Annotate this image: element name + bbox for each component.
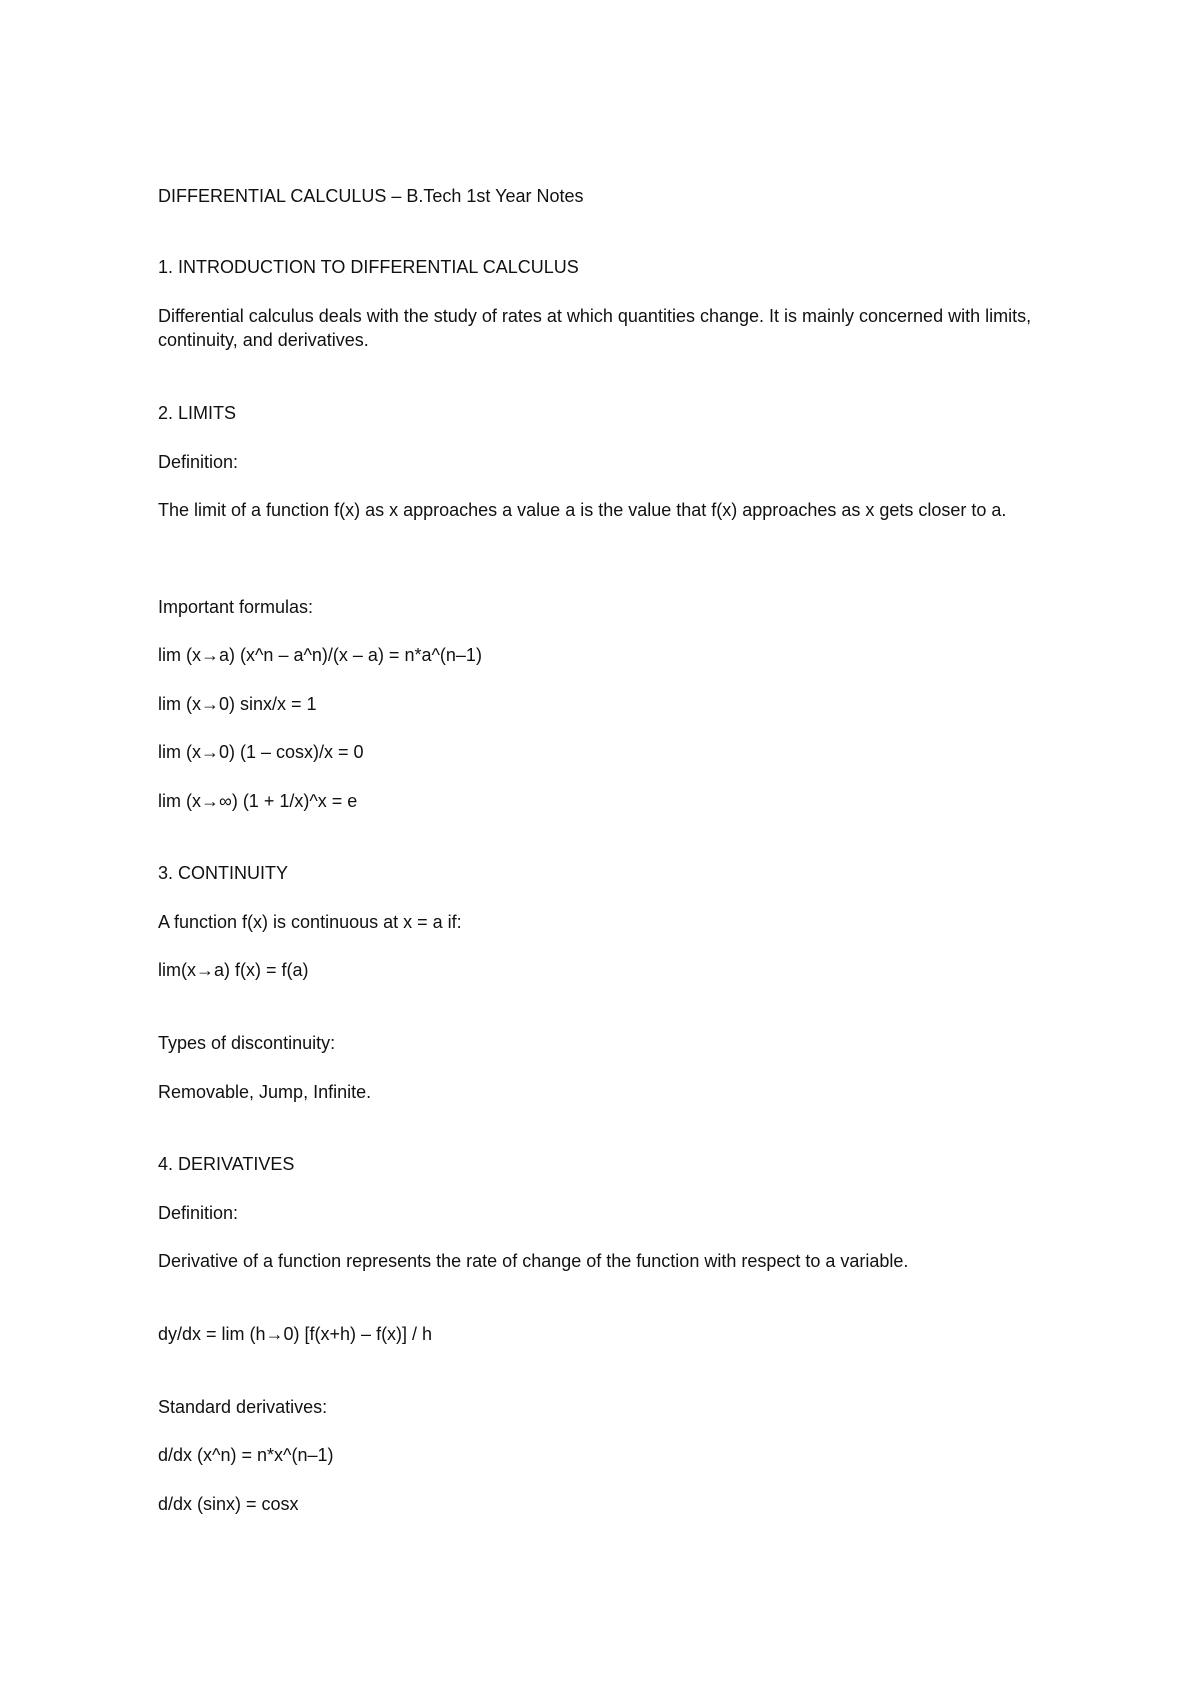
- derivative-definition-formula: dy/dx = lim (h→0) [f(x+h) – f(x)] / h: [158, 1324, 433, 1344]
- continuity-condition-text: A function f(x) is continuous at x = a if:: [158, 912, 462, 932]
- limits-formulas-label: Important formulas:: [158, 597, 314, 617]
- introduction-paragraph: Differential calculus deals with the study of rates at which quantities change. It is mainly concerned with limits, continuity, and derivatives.: [158, 306, 1032, 350]
- limit-formula: lim (x→0) (1 – cosx)/x = 0: [158, 742, 364, 762]
- discontinuity-types-text: Removable, Jump, Infinite.: [158, 1082, 372, 1102]
- limit-formula: lim (x→0) sinx/x = 1: [158, 694, 317, 714]
- limit-formula: lim (x→a) (x^n – a^n)/(x – a) = n*a^(n–1): [158, 645, 482, 665]
- standard-derivative: d/dx (x^n) = n*x^(n–1): [158, 1445, 334, 1465]
- document-title: DIFFERENTIAL CALCULUS – B.Tech 1st Year Notes: [158, 186, 584, 206]
- standard-derivative: d/dx (sinx) = cosx: [158, 1494, 299, 1514]
- section-heading-continuity: 3. CONTINUITY: [158, 863, 289, 883]
- limits-definition-text: The limit of a function f(x) as x approaches a value a is the value that f(x) approaches as x gets closer to a.: [158, 500, 1007, 520]
- standard-derivatives-label: Standard derivatives:: [158, 1397, 328, 1417]
- document-page: [158, 0, 1058, 1696]
- derivatives-definition-label: Definition:: [158, 1203, 239, 1223]
- continuity-condition-formula: lim(x→a) f(x) = f(a): [158, 960, 309, 980]
- limit-formula: lim (x→∞) (1 + 1/x)^x = e: [158, 791, 358, 811]
- limits-definition-label: Definition:: [158, 452, 239, 472]
- section-heading-introduction: 1. INTRODUCTION TO DIFFERENTIAL CALCULUS: [158, 257, 579, 277]
- derivatives-definition-text: Derivative of a function represents the rate of change of the function with respect to a variable.: [158, 1251, 909, 1271]
- section-heading-limits: 2. LIMITS: [158, 403, 237, 423]
- discontinuity-types-label: Types of discontinuity:: [158, 1033, 336, 1053]
- section-heading-derivatives: 4. DERIVATIVES: [158, 1154, 295, 1174]
